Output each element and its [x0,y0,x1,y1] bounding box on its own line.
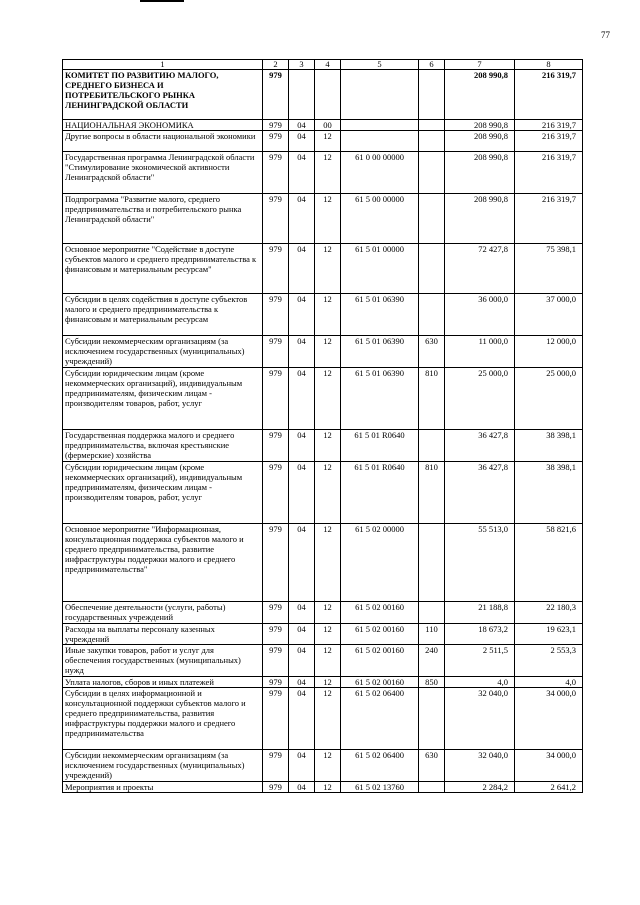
table-row [63,70,583,120]
admin-code-cell: 979 [263,430,289,462]
target-article-cell [341,131,419,152]
target-article-cell: 61 5 01 06390 [341,368,419,430]
amount-year-2-cell: 19 623,1 [515,624,583,645]
subsection-code-cell: 12 [315,624,341,645]
admin-code-cell: 979 [263,677,289,688]
subsection-code-cell: 12 [315,462,341,524]
subsection-code-cell: 12 [315,688,341,750]
amount-year-2-cell: 75 398,1 [515,244,583,294]
section-code-cell: 04 [289,677,315,688]
amount-year-1-cell: 21 188,8 [445,602,515,624]
expense-type-cell: 810 [419,368,445,430]
target-article-cell: 61 5 01 R0640 [341,430,419,462]
subsection-code-cell: 12 [315,194,341,244]
amount-year-1-cell: 18 673,2 [445,624,515,645]
section-code-cell: 04 [289,336,315,368]
admin-code-cell: 979 [263,194,289,244]
section-code-cell: 04 [289,244,315,294]
row-name-cell: Уплата налогов, сборов и иных платежей [63,677,263,688]
target-article-cell: 61 5 01 00000 [341,244,419,294]
subsection-code-cell [315,70,341,120]
expense-type-cell: 240 [419,645,445,677]
admin-code-cell: 979 [263,120,289,131]
expense-type-cell: 110 [419,624,445,645]
target-article-cell [341,70,419,120]
subsection-code-cell: 12 [315,677,341,688]
table-header-row [63,60,583,70]
table-row [63,430,583,462]
amount-year-2-cell: 216 319,7 [515,194,583,244]
subsection-code-cell: 12 [315,152,341,194]
target-article-cell: 61 5 00 00000 [341,194,419,244]
table-row [63,120,583,131]
column-header: 4 [315,60,341,70]
section-code-cell: 04 [289,645,315,677]
amount-year-2-cell: 12 000,0 [515,336,583,368]
table-row [63,677,583,688]
column-header: 1 [63,60,263,70]
admin-code-cell: 979 [263,131,289,152]
section-code-cell: 04 [289,368,315,430]
amount-year-1-cell: 36 427,8 [445,430,515,462]
target-article-cell: 61 5 01 06390 [341,294,419,336]
row-name-cell: Субсидии некоммерческим организациям (за исключением государственных (муниципальных) учреждений) [63,750,263,782]
target-article-cell: 61 5 02 06400 [341,688,419,750]
table-body [63,70,583,793]
expense-type-cell [419,430,445,462]
page-number: 77 [601,30,610,40]
admin-code-cell: 979 [263,462,289,524]
admin-code-cell: 979 [263,750,289,782]
table-row [63,624,583,645]
subsection-code-cell: 12 [315,294,341,336]
expense-type-cell [419,152,445,194]
section-code-cell: 04 [289,782,315,793]
amount-year-1-cell: 208 990,8 [445,152,515,194]
row-name-cell: Государственная поддержка малого и среднего предпринимательства, включая крестьянские (фермерские) хозяйства [63,430,263,462]
expense-type-cell [419,131,445,152]
admin-code-cell: 979 [263,688,289,750]
expense-type-cell [419,194,445,244]
row-name-cell: Государственная программа Ленинградской области "Стимулирование экономической активности Ленинградской области" [63,152,263,194]
amount-year-2-cell: 58 821,6 [515,524,583,602]
expense-type-cell [419,244,445,294]
amount-year-2-cell: 38 398,1 [515,430,583,462]
budget-table [62,59,583,793]
amount-year-1-cell: 55 513,0 [445,524,515,602]
admin-code-cell: 979 [263,368,289,430]
amount-year-2-cell: 25 000,0 [515,368,583,430]
admin-code-cell: 979 [263,602,289,624]
amount-year-1-cell: 36 000,0 [445,294,515,336]
section-code-cell: 04 [289,602,315,624]
amount-year-1-cell: 4,0 [445,677,515,688]
admin-code-cell: 979 [263,152,289,194]
amount-year-1-cell: 2 284,2 [445,782,515,793]
amount-year-1-cell: 208 990,8 [445,70,515,120]
admin-code-cell: 979 [263,336,289,368]
amount-year-1-cell: 208 990,8 [445,194,515,244]
section-code-cell [289,70,315,120]
amount-year-2-cell: 2 553,3 [515,645,583,677]
amount-year-1-cell: 32 040,0 [445,688,515,750]
table-row [63,750,583,782]
target-article-cell: 61 5 02 00160 [341,624,419,645]
amount-year-2-cell: 216 319,7 [515,70,583,120]
scan-mark [140,0,184,2]
table-row [63,602,583,624]
target-article-cell: 61 0 00 00000 [341,152,419,194]
expense-type-cell [419,782,445,793]
target-article-cell: 61 5 02 00160 [341,602,419,624]
expense-type-cell: 810 [419,462,445,524]
subsection-code-cell: 12 [315,336,341,368]
table-row [63,194,583,244]
table-row [63,294,583,336]
target-article-cell: 61 5 01 R0640 [341,462,419,524]
row-name-cell: Субсидии юридическим лицам (кроме некоммерческих организаций), индивидуальным предпринимателям, физическим лицам - производителям товаров, работ, услуг [63,462,263,524]
amount-year-1-cell: 25 000,0 [445,368,515,430]
row-name-cell: Иные закупки товаров, работ и услуг для обеспечения государственных (муниципальных) нужд [63,645,263,677]
row-name-cell: Субсидии в целях содействия в доступе субъектов малого и среднего предпринимательства к финансовым и материальным ресурсам [63,294,263,336]
target-article-cell: 61 5 02 00160 [341,645,419,677]
section-code-cell: 04 [289,750,315,782]
section-code-cell: 04 [289,430,315,462]
subsection-code-cell: 12 [315,244,341,294]
amount-year-2-cell: 37 000,0 [515,294,583,336]
table-row [63,462,583,524]
section-code-cell: 04 [289,624,315,645]
target-article-cell: 61 5 02 00160 [341,677,419,688]
row-name-cell: НАЦИОНАЛЬНАЯ ЭКОНОМИКА [63,120,263,131]
column-header: 8 [515,60,583,70]
row-name-cell: Субсидии юридическим лицам (кроме некоммерческих организаций), индивидуальным предпринимателям, физическим лицам - производителям товаров, работ, услуг [63,368,263,430]
table-row [63,688,583,750]
expense-type-cell [419,524,445,602]
expense-type-cell: 630 [419,336,445,368]
amount-year-2-cell: 34 000,0 [515,688,583,750]
admin-code-cell: 979 [263,294,289,336]
row-name-cell: Расходы на выплаты персоналу казенных учреждений [63,624,263,645]
amount-year-1-cell: 208 990,8 [445,120,515,131]
admin-code-cell: 979 [263,244,289,294]
subsection-code-cell: 12 [315,645,341,677]
row-name-cell: Мероприятия и проекты [63,782,263,793]
amount-year-1-cell: 11 000,0 [445,336,515,368]
expense-type-cell [419,688,445,750]
subsection-code-cell: 00 [315,120,341,131]
row-name-cell: Основное мероприятие "Содействие в доступе субъектов малого и среднего предпринимательства к финансовым и материальным ресурсам" [63,244,263,294]
table-row [63,336,583,368]
subsection-code-cell: 12 [315,524,341,602]
table-row [63,152,583,194]
target-article-cell: 61 5 02 00000 [341,524,419,602]
admin-code-cell: 979 [263,624,289,645]
expense-type-cell [419,602,445,624]
table-row [63,244,583,294]
row-name-cell: Подпрограмма "Развитие малого, среднего предпринимательства и потребительского рынка Ленинградской области" [63,194,263,244]
amount-year-1-cell: 2 511,5 [445,645,515,677]
column-header: 7 [445,60,515,70]
amount-year-2-cell: 34 000,0 [515,750,583,782]
table-row [63,524,583,602]
amount-year-1-cell: 208 990,8 [445,131,515,152]
row-name-cell: Субсидии в целях информационной и консультационной поддержки субъектов малого и среднего предпринимательства, развития инфраструктуры поддержки малого и среднего предпринимательства [63,688,263,750]
expense-type-cell [419,294,445,336]
admin-code-cell: 979 [263,70,289,120]
column-header: 5 [341,60,419,70]
section-code-cell: 04 [289,524,315,602]
admin-code-cell: 979 [263,524,289,602]
subsection-code-cell: 12 [315,750,341,782]
row-name-cell: Субсидии некоммерческим организациям (за исключением государственных (муниципальных) учреждений) [63,336,263,368]
subsection-code-cell: 12 [315,368,341,430]
section-code-cell: 04 [289,152,315,194]
amount-year-2-cell: 38 398,1 [515,462,583,524]
section-code-cell: 04 [289,462,315,524]
subsection-code-cell: 12 [315,430,341,462]
table-row [63,131,583,152]
row-name-cell: Основное мероприятие "Информационная, консультационная поддержка субъектов малого и среднего предпринимательства, развитие инфраструктуры поддержки малого и среднего предпринимательства" [63,524,263,602]
amount-year-2-cell: 216 319,7 [515,152,583,194]
expense-type-cell [419,120,445,131]
amount-year-1-cell: 72 427,8 [445,244,515,294]
target-article-cell [341,120,419,131]
row-name-cell: Обеспечение деятельности (услуги, работы) государственных учреждений [63,602,263,624]
amount-year-1-cell: 32 040,0 [445,750,515,782]
amount-year-2-cell: 216 319,7 [515,131,583,152]
amount-year-1-cell: 36 427,8 [445,462,515,524]
amount-year-2-cell: 216 319,7 [515,120,583,131]
admin-code-cell: 979 [263,782,289,793]
column-header: 3 [289,60,315,70]
amount-year-2-cell: 22 180,3 [515,602,583,624]
amount-year-2-cell: 2 641,2 [515,782,583,793]
table-row [63,782,583,793]
target-article-cell: 61 5 02 13760 [341,782,419,793]
target-article-cell: 61 5 01 06390 [341,336,419,368]
section-code-cell: 04 [289,131,315,152]
expense-type-cell: 850 [419,677,445,688]
section-code-cell: 04 [289,688,315,750]
column-header: 6 [419,60,445,70]
column-header: 2 [263,60,289,70]
row-name-cell: КОМИТЕТ ПО РАЗВИТИЮ МАЛОГО, СРЕДНЕГО БИЗНЕСА И ПОТРЕБИТЕЛЬСКОГО РЫНКА ЛЕНИНГРАДСКОЙ ОБЛАСТИ [63,70,263,120]
target-article-cell: 61 5 02 06400 [341,750,419,782]
section-code-cell: 04 [289,294,315,336]
subsection-code-cell: 12 [315,131,341,152]
expense-type-cell [419,70,445,120]
row-name-cell: Другие вопросы в области национальной экономики [63,131,263,152]
amount-year-2-cell: 4,0 [515,677,583,688]
table-row [63,368,583,430]
expense-type-cell: 630 [419,750,445,782]
subsection-code-cell: 12 [315,602,341,624]
section-code-cell: 04 [289,194,315,244]
admin-code-cell: 979 [263,645,289,677]
subsection-code-cell: 12 [315,782,341,793]
table-row [63,645,583,677]
section-code-cell: 04 [289,120,315,131]
